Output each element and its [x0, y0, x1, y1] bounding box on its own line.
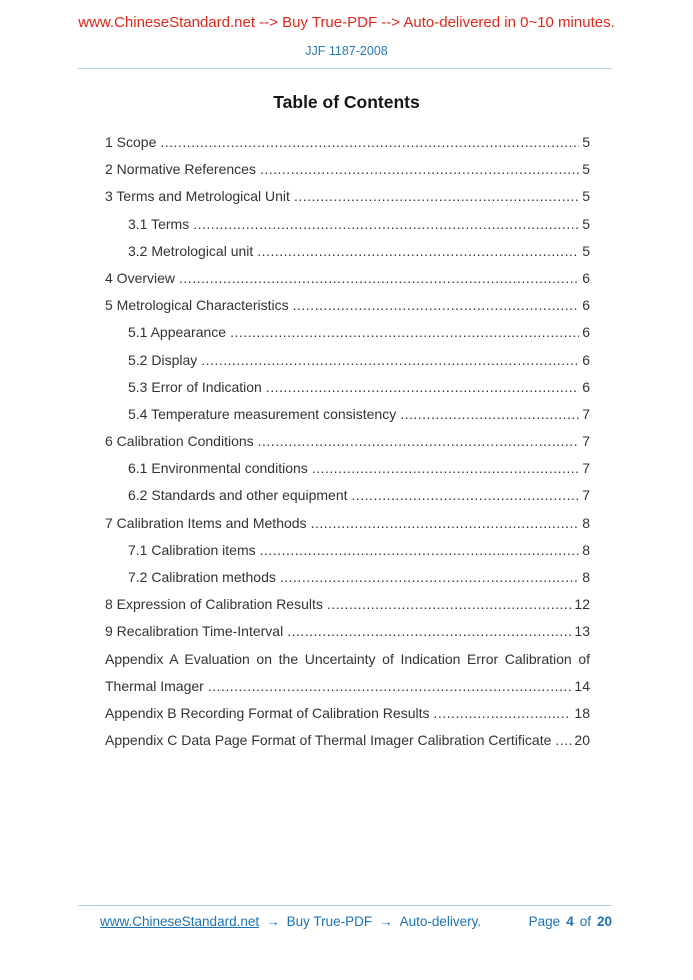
toc-entry: [105, 129, 590, 156]
toc-dot-leader: [280, 564, 579, 591]
toc-entry: [105, 510, 590, 537]
toc-entry-label: 6 Calibration Conditions: [105, 433, 254, 450]
toc-entry: [105, 347, 590, 374]
toc-entry: [105, 618, 590, 645]
toc-page-number: 5: [582, 215, 590, 232]
toc-dot-leader: [266, 374, 579, 401]
toc-dot-leader: [260, 537, 580, 564]
toc-dot-leader: [230, 319, 579, 346]
toc-entry-label: 2 Normative References: [105, 161, 256, 178]
table-of-contents: [105, 129, 590, 754]
toc-page-number: 6: [582, 297, 590, 314]
toc-dot-leader: [258, 428, 580, 455]
arrow-right-icon: →: [266, 914, 280, 929]
toc-entry-label: 5.3 Error of Indication: [128, 378, 262, 395]
toc-page-number: 5: [582, 161, 590, 178]
toc-entry: [105, 319, 590, 346]
toc-dot-leader: [287, 618, 571, 645]
toc-page-number: 20: [574, 732, 590, 749]
footer-site-link[interactable]: www.ChineseStandard.net: [100, 914, 260, 929]
toc-entry-label: 1 Scope: [105, 134, 157, 150]
toc-entry-label: 8 Expression of Calibration Results: [105, 596, 323, 613]
toc-entry: [105, 183, 590, 210]
toc-page-number: 8: [582, 514, 590, 531]
toc-entry-label: 3.2 Metrological unit: [128, 242, 254, 259]
toc-entry-label: 5.4 Temperature measurement consistency: [128, 405, 397, 422]
footer-buy-text: Buy True-PDF: [286, 914, 373, 929]
toc-entry: [105, 156, 590, 183]
toc-entry: [105, 700, 590, 727]
toc-dot-leader: [208, 673, 572, 700]
page-number-current: 4: [566, 914, 574, 929]
toc-entry-label: Appendix A Evaluation on the Uncertainty of Indication Error Calibration of: [105, 650, 590, 667]
toc-entry-label: 5 Metrological Characteristics: [105, 297, 289, 314]
toc-entry-label: Appendix C Data Page Format of Thermal Imager Calibration Certificate: [105, 732, 552, 749]
toc-page-number: 5: [582, 188, 590, 205]
toc-entry: [105, 401, 590, 428]
toc-dot-leader: [311, 510, 580, 537]
toc-dot-leader: [179, 265, 579, 292]
toc-dot-leader: [260, 156, 579, 183]
toc-dot-leader: [294, 183, 579, 210]
toc-page-number: 6: [582, 378, 590, 395]
footer-delivery-text: Auto-delivery.: [399, 914, 482, 929]
toc-dot-leader: [293, 292, 580, 319]
toc-dot-leader: [201, 347, 579, 374]
toc-entry: [105, 428, 590, 455]
header-promo-text: www.ChineseStandard.net --> Buy True-PDF --> Auto-delivered in 0~10 minutes.: [78, 14, 615, 31]
toc-dot-leader: [257, 238, 579, 265]
toc-entry: [105, 455, 590, 482]
toc-entry-label: 7.2 Calibration methods: [128, 569, 276, 585]
toc-page-number: 7: [582, 433, 590, 450]
toc-dot-leader: [327, 591, 572, 618]
toc-page-number: 6: [582, 351, 590, 368]
toc-entry: [105, 238, 590, 265]
toc-entry: [105, 211, 590, 238]
toc-entry-label: 7 Calibration Items and Methods: [105, 514, 307, 531]
page-number-total: 20: [596, 914, 612, 929]
arrow-right-icon: →: [379, 914, 393, 929]
toc-page-number: 7: [582, 460, 590, 477]
toc-entry: [105, 564, 590, 591]
toc-page-number: 12: [574, 596, 590, 613]
toc-page-number: 8: [582, 541, 590, 558]
footer-links: [100, 911, 481, 933]
toc-dot-leader: [160, 129, 579, 156]
toc-page-number: 18: [574, 704, 590, 721]
toc-entry-label: 6.1 Environmental conditions: [128, 460, 308, 477]
toc-page-number: 5: [582, 242, 590, 259]
document-code: JJF 1187-2008: [305, 44, 388, 58]
footer-divider: [78, 905, 612, 906]
toc-entry: [105, 265, 590, 292]
toc-page-number: 6: [582, 324, 590, 341]
toc-dot-leader: [555, 727, 571, 754]
toc-entry-label: 5.2 Display: [128, 351, 198, 368]
toc-entry: [105, 482, 590, 509]
toc-dot-leader: [352, 482, 580, 509]
toc-entry-label: 4 Overview: [105, 269, 176, 286]
toc-entry-label: 3.1 Terms: [128, 215, 190, 232]
toc-entry-label: Appendix B Recording Format of Calibration Results: [105, 704, 430, 721]
toc-page-number: 7: [582, 405, 590, 422]
toc-page-number: 8: [582, 569, 590, 585]
toc-entry: [105, 537, 590, 564]
toc-entry: [105, 374, 590, 401]
toc-entry: [105, 292, 590, 319]
toc-entry-label: 5.1 Appearance: [128, 324, 227, 341]
toc-dot-leader: [312, 455, 579, 482]
toc-entry: [105, 646, 590, 673]
toc-page-number: 13: [574, 623, 590, 640]
page-word: Page: [528, 914, 561, 929]
toc-dot-leader: [434, 700, 572, 727]
toc-page-number: 5: [582, 134, 590, 150]
toc-entry-label: 3 Terms and Metrological Unit: [105, 188, 290, 205]
toc-dot-leader: [400, 401, 579, 428]
toc-entry: [105, 673, 590, 700]
toc-page-number: 14: [574, 677, 590, 694]
toc-entry-label: Thermal Imager: [105, 677, 204, 694]
page-indicator: [529, 911, 612, 933]
toc-page-number: 7: [582, 487, 590, 504]
toc-entry: [105, 591, 590, 618]
toc-entry-label: 7.1 Calibration items: [128, 541, 256, 558]
toc-dot-leader: [193, 211, 579, 238]
page-title: Table of Contents: [273, 92, 420, 112]
toc-page-number: 6: [582, 269, 590, 286]
toc-entry-label: 9 Recalibration Time-Interval: [105, 623, 284, 640]
toc-entry-label: 6.2 Standards and other equipment: [128, 487, 348, 504]
of-word: of: [579, 914, 591, 929]
toc-entry: [105, 727, 590, 754]
page-footer: [78, 911, 612, 933]
header-divider: [78, 68, 612, 69]
